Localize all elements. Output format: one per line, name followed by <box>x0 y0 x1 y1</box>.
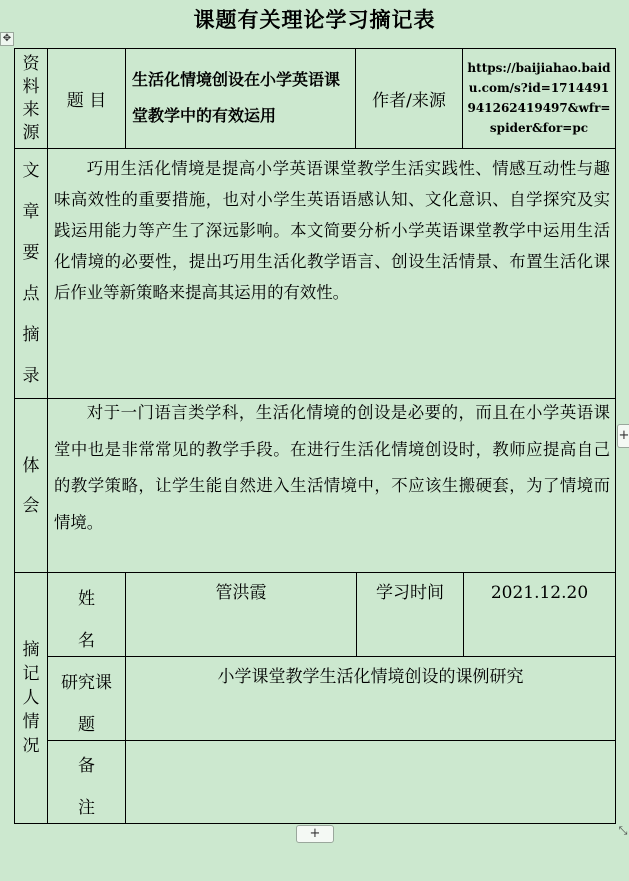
table-move-handle-icon[interactable]: ✥ <box>0 32 14 46</box>
research-project: 小学课堂教学生活化情境创设的课例研究 <box>217 667 524 687</box>
topic-label: 题 目 <box>66 91 107 111</box>
source-section-label: 资 料 来 源 <box>22 53 40 143</box>
study-date: 2021.12.20 <box>490 583 589 603</box>
study-time-label: 学习时间 <box>376 583 444 603</box>
table-resize-handle-icon[interactable]: ⤡ <box>618 824 628 837</box>
name-label: 姓 名 <box>78 589 95 651</box>
add-column-button[interactable]: + <box>617 424 629 448</box>
topic-title: 生活化情境创设在小学英语课堂教学中的有效运用 <box>132 70 341 125</box>
page-title: 课题有关理论学习摘记表 <box>193 8 436 32</box>
reflection-section-label: 体 会 <box>22 455 40 516</box>
add-row-button[interactable]: + <box>296 825 334 843</box>
reflection-text: 对于一门语言类学科，生活化情境的创设是必要的，而且在小学英语课堂中也是非常常见的教学手段。在进行生活化情境创设时，教师应提高自己的教学策略，让学生能自然进入生活情境中，不应该生搬硬套，为了情境而情境。 <box>54 403 610 532</box>
notes-label: 备 注 <box>78 756 95 818</box>
recorder-section-label: 摘 记 人 情 况 <box>22 640 40 756</box>
project-label: 研究课 题 <box>61 673 112 735</box>
recorder-name: 管洪霞 <box>215 583 267 603</box>
summary-text: 巧用生活化情境是提高小学英语课堂教学生活实践性、情感互动性与趣味高效性的重要措施，也对小学生英语语感认知、文化意识、自学探究及实践运用能力等产生了深远影响。本文简要分析小学英语课堂教学中运用生活化情境的必要性，提出巧用生活化教学语言、创设生活情景、布置生活化课后作业等新策略来提高其运用的有效性。 <box>54 159 610 302</box>
author-label: 作者/来源 <box>372 91 446 111</box>
source-url: https://baijiahao.baidu.com/s?id=1714491941262419497&wfr=spider&for=pc <box>467 61 611 135</box>
notes-field[interactable] <box>126 745 615 821</box>
summary-section-label: 文 章 要 点 摘 录 <box>22 160 40 386</box>
